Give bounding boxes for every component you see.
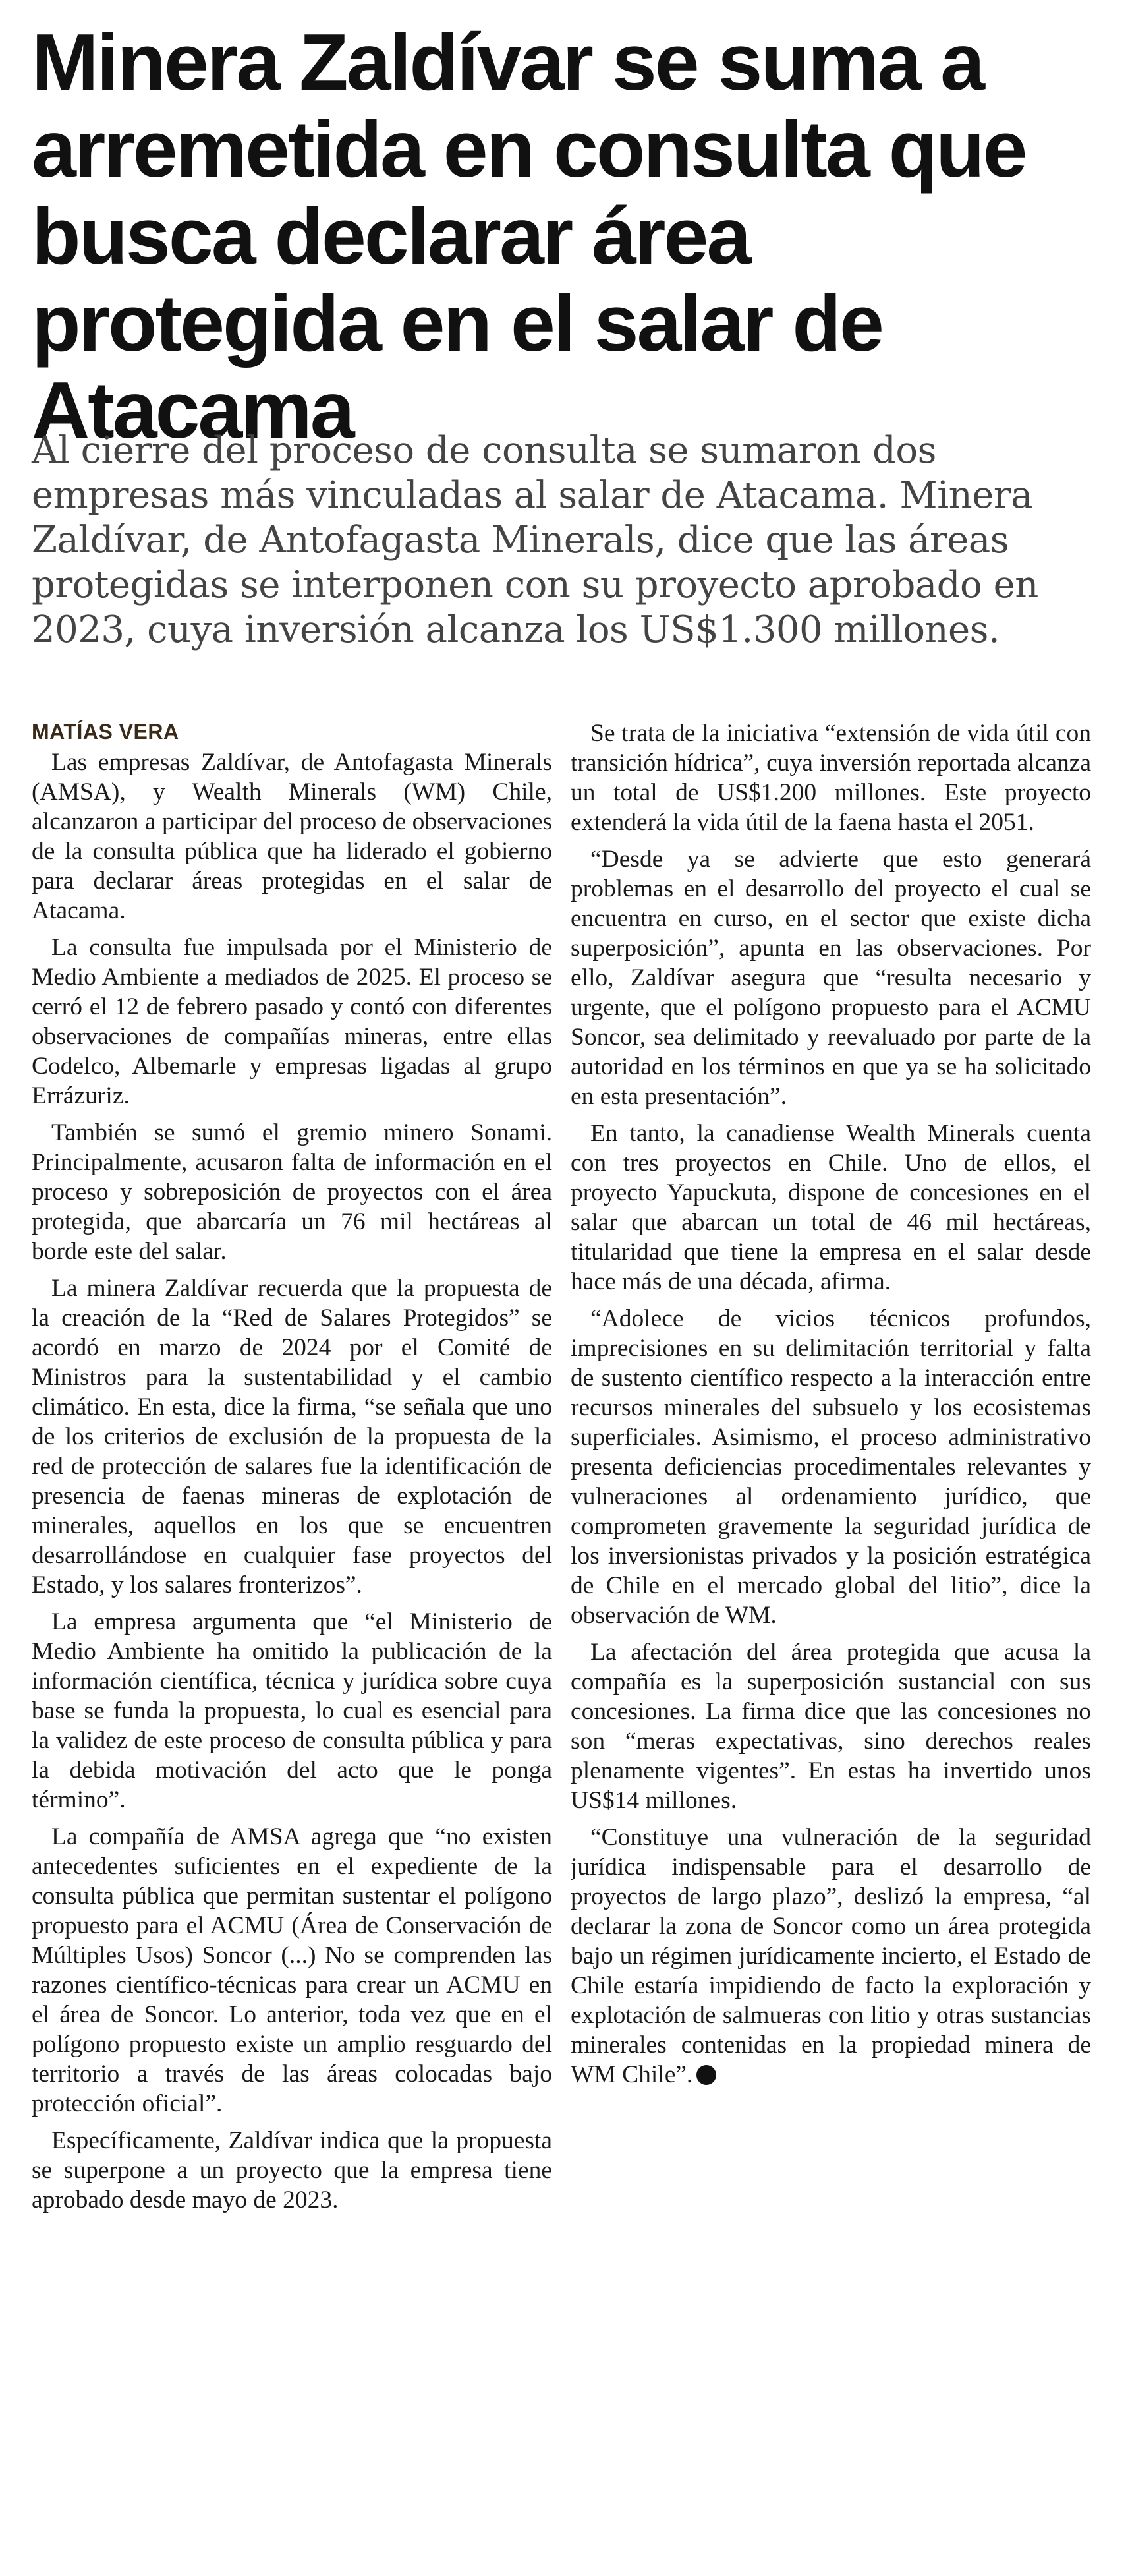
article-paragraph: Las empresas Zaldívar, de Antofagasta Minerals (AMSA), y Wealth Minerals (WM) Chile, alcanzaron a participar del proceso de observaciones de la consulta pública que ha liderado el gobierno para declarar áreas protegidas en el salar de Atacama. <box>32 749 552 924</box>
article-paragraph: Específicamente, Zaldívar indica que la propuesta se superpone a un proyecto que la empresa tiene aprobado desde mayo de 2023. <box>32 2127 552 2213</box>
article-byline: MATÍAS VERA <box>32 720 179 744</box>
article-column-left <box>32 718 552 2564</box>
article-paragraph-final-text: “Constituye una vulneración de la seguridad jurídica indispensable para el desarrollo de proyectos de largo plazo”, deslizó la empresa, “al declarar la zona de Soncor como un área protegida bajo un régimen jurídicamente incierto, el Estado de Chile estaría impidiendo de facto la exploración y explotación de salmueras con litio y otras sustancias minerales contenidas en la propiedad minera de WM Chile”. <box>571 1824 1091 2088</box>
article-paragraph: “Adolece de vicios técnicos profundos, imprecisiones en su delimitación territorial y falta de sustento científico respecto a la interacción entre recursos minerales del subsuelo y los ecosistemas superficiales. Asimismo, el proceso administrativo presenta deficiencias procedimentales relevantes y vulneraciones al ordenamiento jurídico, que comprometen gravemente la seguridad jurídica de los inversionistas privados y la posición estratégica de Chile en el mercado global del litio”, dice la observación de WM. <box>571 1305 1091 1629</box>
article-paragraph: En tanto, la canadiense Wealth Minerals cuenta con tres proyectos en Chile. Uno de ellos, el proyecto Yapuckuta, dispone de concesiones en el salar que abarcan un total de 46 mil hectáreas, titularidad que tiene la empresa en el salar desde hace más de una década, afirma. <box>571 1120 1091 1295</box>
article-paragraph: La empresa argumenta que “el Ministerio de Medio Ambiente ha omitido la publicación de la información científica, técnica y jurídica sobre cuya base se funda la propuesta, lo cual es esencial para la validez de este proceso de consulta pública y para la debida motivación del acto que le ponga término”. <box>32 1608 552 1813</box>
article-paragraph: Se trata de la iniciativa “extensión de vida útil con transición hídrica”, cuya inversión reportada alcanza un total de US$1.200 millones. Este proyecto extenderá la vida útil de la faena hasta el 2051. <box>571 720 1091 836</box>
article-column-right <box>571 718 1091 2564</box>
article-paragraph: La afectación del área protegida que acusa la compañía es la superposición sustancial con sus concesiones. La firma dice que las concesiones no son “meras expectativas, sino derechos reales plenamente vigentes”. En estas ha invertido unos US$14 millones. <box>571 1639 1091 1814</box>
article-paragraph: La consulta fue impulsada por el Ministerio de Medio Ambiente a mediados de 2025. El proceso se cerró el 12 de febrero pasado y contó con diferentes observaciones de compañías mineras, entre ellas Codelco, Albemarle y empresas ligadas al grupo Errázuriz. <box>32 934 552 1109</box>
article-paragraph-final <box>571 1823 1091 2090</box>
article-deck: Al cierre del proceso de consulta se sumaron dos empresas más vinculadas al salar de Atacama. Minera Zaldívar, de Antofagasta Minerals, dice que las áreas protegidas se interponen con su proyecto aprobado en 2023, cuya inversión alcanza los US$1.300 millones. <box>32 429 1038 651</box>
article-paragraph: También se sumó el gremio minero Sonami. Principalmente, acusaron falta de información en el proceso y sobreposición de proyectos con el área protegida, que abarcaría un 76 mil hectáreas al borde este del salar. <box>32 1119 552 1265</box>
article-paragraph: “Desde ya se advierte que esto generará problemas en el desarrollo del proyecto el cual se encuentra en curso, en el sector que existe dicha superposición”, apunta en las observaciones. Por ello, Zaldívar asegura que “resulta necesario y urgente, que el polígono propuesto para el ACMU Soncor, sea delimitado y reevaluado por parte de la autoridad en los términos en que ya se ha solicitado en esta presentación”. <box>571 846 1091 1110</box>
article-paragraph: La minera Zaldívar recuerda que la propuesta de la creación de la “Red de Salares Protegidos” se acordó en marzo de 2024 por el Comité de Ministros para la sustentabilidad y el cambio climático. En esta, dice la firma, “se señala que uno de los criterios de exclusión de la propuesta de la red de protección de salares fue la identificación de presencia de faenas mineras de explotación de minerales, aquellos en los que se encuentren desarrollándose en cualquier fase proyectos del Estado, y los salares fronterizos”. <box>32 1275 552 1598</box>
publisher-logo-icon <box>696 2065 716 2085</box>
article-paragraph: La compañía de AMSA agrega que “no existen antecedentes suficientes en el expediente de la consulta pública que permitan sustentar el polígono propuesto para el ACMU (Área de Conservación de Múltiples Usos) Soncor (...) No se comprenden las razones científico-técnicas para crear un ACMU en el área de Soncor. Lo anterior, toda vez que en el polígono propuesto existe un amplio resguardo del territorio a través de las áreas colocadas bajo protección oficial”. <box>32 1823 552 2117</box>
article-headline: Minera Zaldívar se suma a arremetida en consulta que busca declarar área protegida en el salar de Atacama <box>32 17 1026 455</box>
